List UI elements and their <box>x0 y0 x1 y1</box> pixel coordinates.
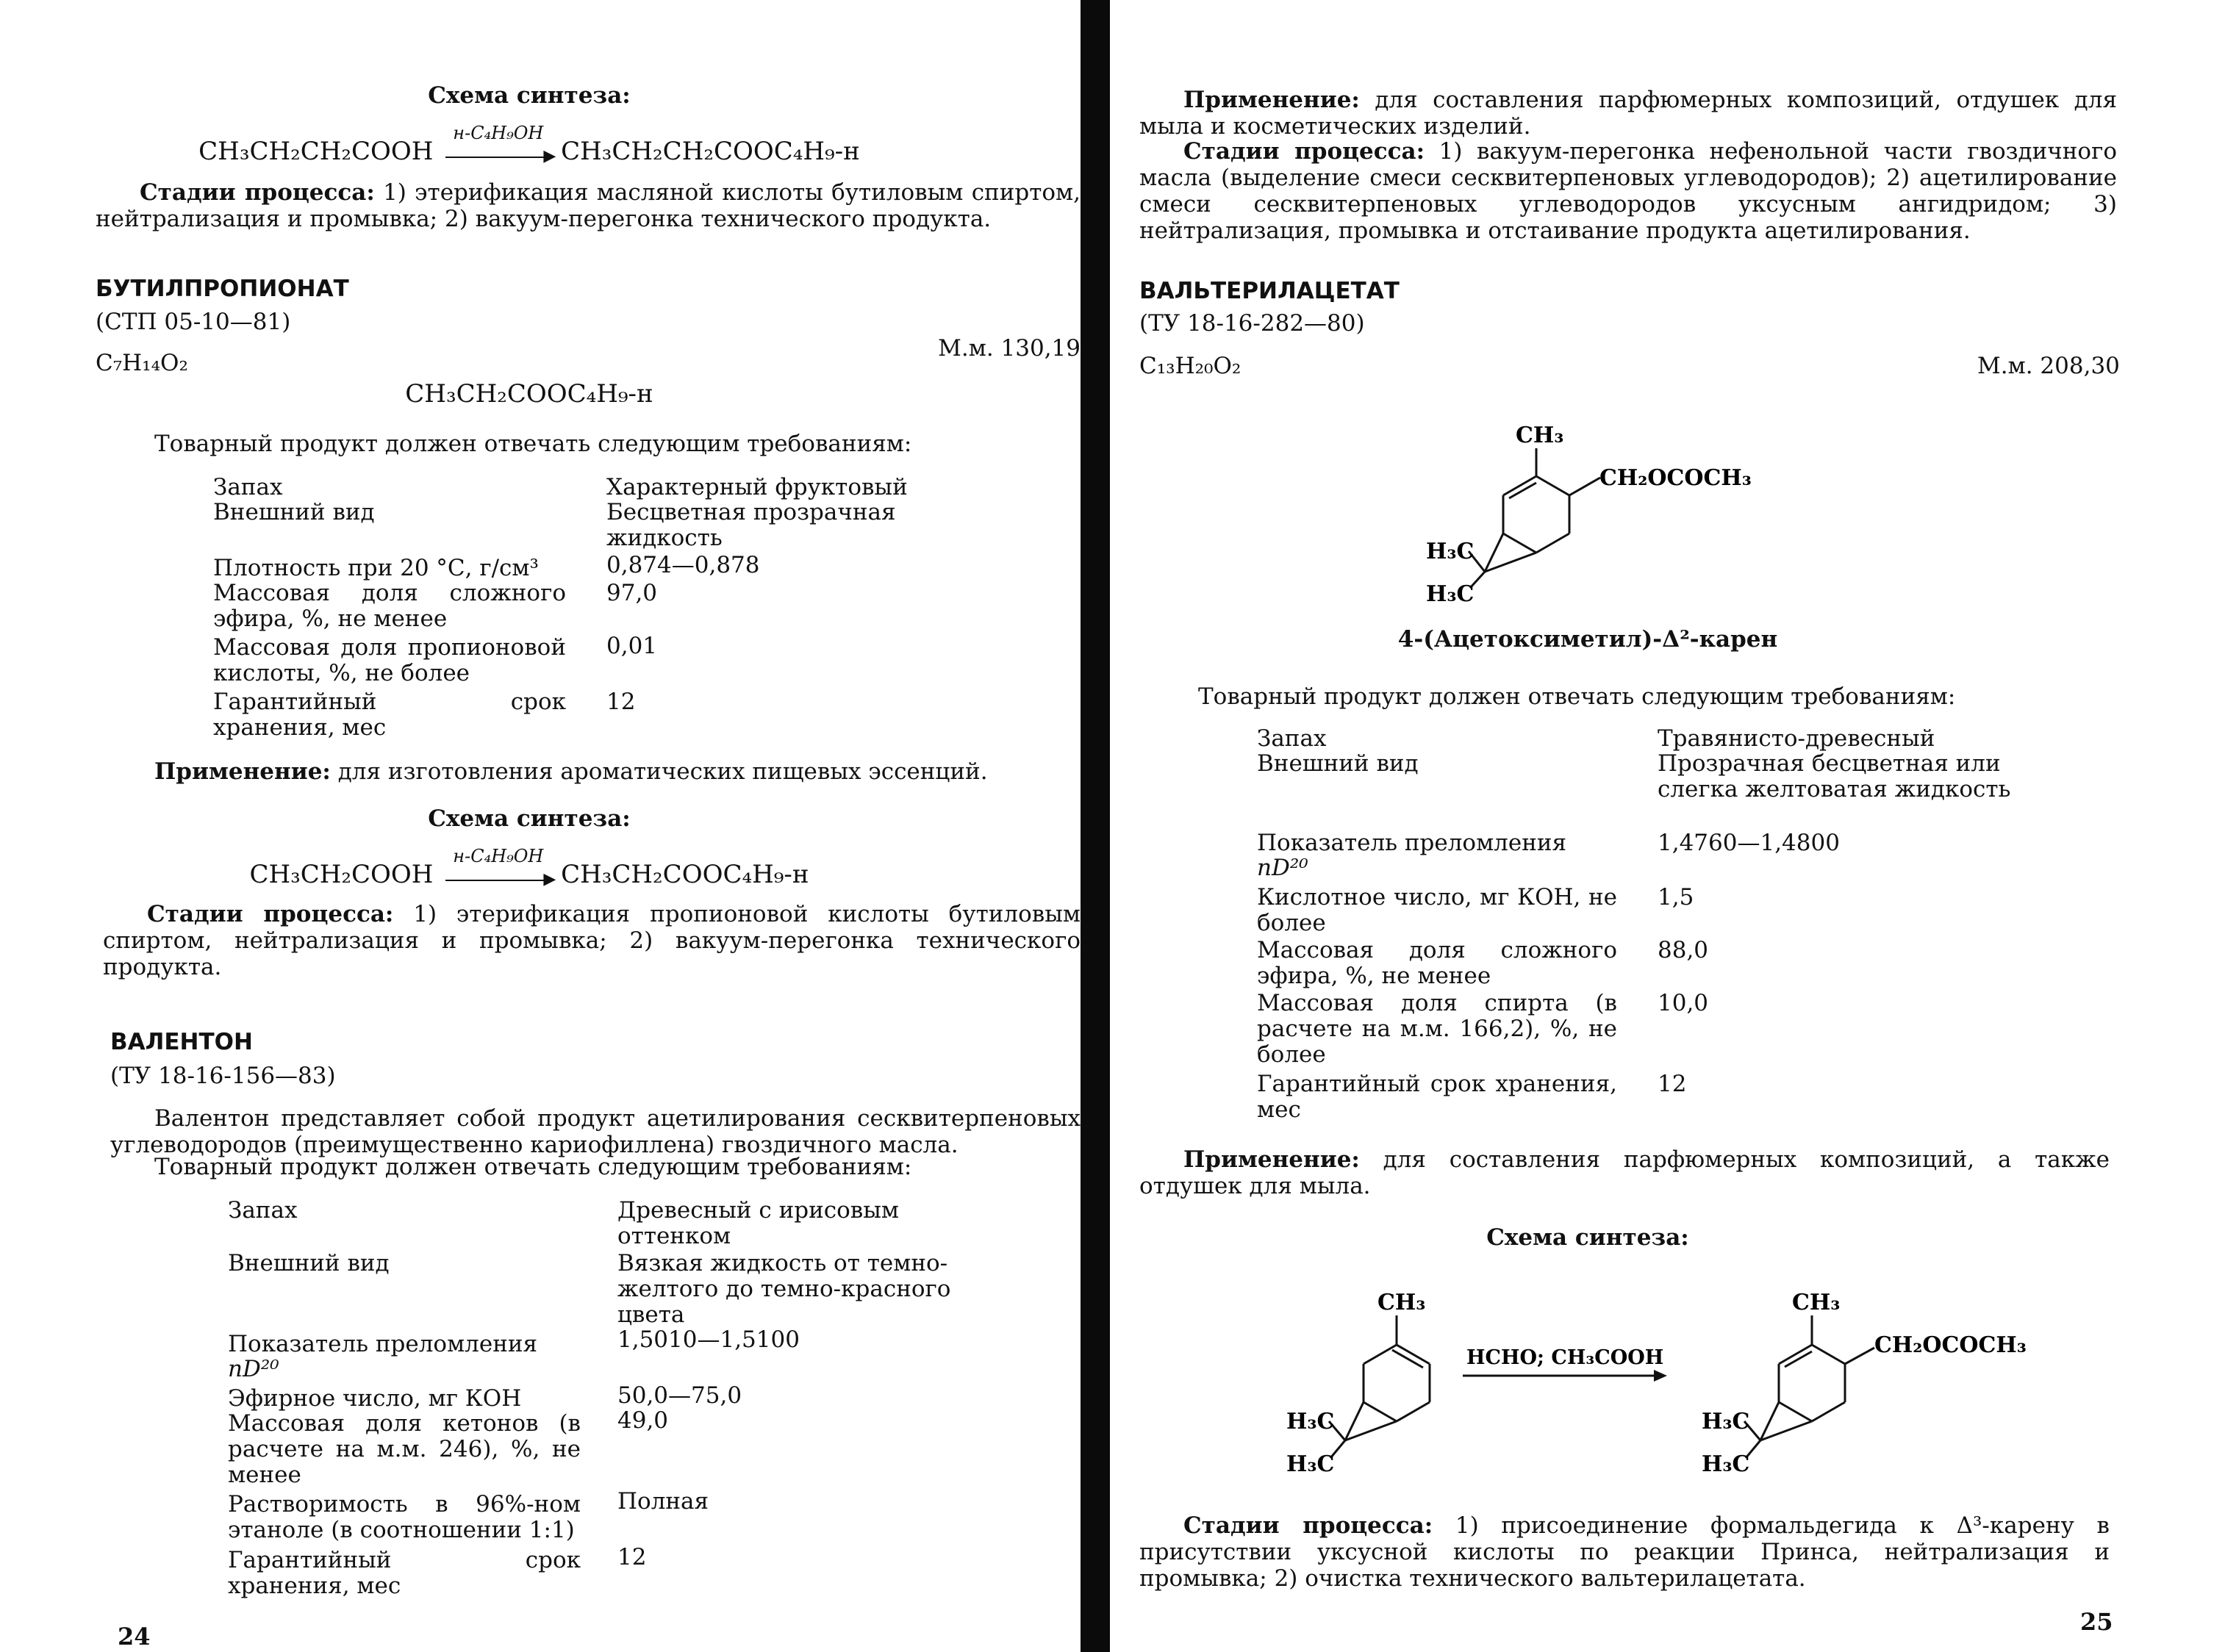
property-value: Древесный с ирисовым оттенком <box>617 1197 900 1249</box>
methyl-label: CH₃ <box>1377 1290 1426 1315</box>
section-title: ВАЛЕНТОН <box>110 1029 253 1055</box>
property-name: Показатель преломления <box>1257 830 1567 856</box>
stages-label: Стадии процесса: <box>1183 1512 1433 1539</box>
reactant-bonds <box>1329 1315 1430 1458</box>
property-value: 50,0—75,0 <box>617 1382 742 1409</box>
stages-text: 1) этерификация масляной кислоты бутиловым спиртом, нейтрализация и промывка; 2) вакуум-перегонка технического продукта. <box>96 179 1081 232</box>
gem-methyl-label: H₃C <box>1286 1409 1335 1434</box>
property-name: Гарантийный срок хранения, мес <box>213 689 566 741</box>
process-stages <box>1139 138 2117 244</box>
stages-label: Стадии процесса: <box>1183 138 1425 165</box>
synthesis-scheme <box>1242 1279 2124 1492</box>
carene-acetate-structure <box>1426 412 1838 617</box>
book-spine <box>1081 0 1110 1652</box>
property-name: Внешний вид <box>213 499 375 525</box>
reagent: н-C₄H₉OH <box>453 846 544 866</box>
molecular-mass: М.м. 208,30 <box>1977 353 2120 379</box>
property-value: Прозрачная бесцветная или слегка желтоватая жидкость <box>1658 750 2011 802</box>
application-label: Применение: <box>154 758 331 785</box>
description: Валентон представляет собой продукт ацетилирования сесквитерпеновых углеводородов (преимущественно кариофиллена) гвоздичного масла. <box>110 1105 1081 1158</box>
scheme-title: Схема синтеза: <box>428 805 631 832</box>
standard-code: (ТУ 18-16-156—83) <box>110 1063 336 1089</box>
process-stages <box>1139 1512 2110 1592</box>
property-value: 12 <box>606 689 636 715</box>
property-value: Травянисто-древесный <box>1658 725 1935 752</box>
compound-name: 4-(Ацетоксиметил)-Δ²-карен <box>1397 626 1778 653</box>
gem-methyl-label: H₃C <box>1286 1451 1335 1477</box>
property-value: 12 <box>1658 1071 1687 1097</box>
standard-code: (СТП 05-10—81) <box>96 309 291 335</box>
substituent-label: CH₂OCOCH₃ <box>1599 465 1752 491</box>
application-label: Применение: <box>1183 1146 1360 1173</box>
scheme-title: Схема синтеза: <box>1486 1224 1689 1251</box>
property-value: 49,0 <box>617 1407 669 1434</box>
process-stages <box>103 901 1081 980</box>
property-value: Вязкая жидкость от темно-желтого до темно-красного цвета <box>617 1250 951 1328</box>
application-label: Применение: <box>1183 87 1360 113</box>
application <box>1139 87 2117 140</box>
property-name: Кислотное число, мг КОН, не более <box>1257 884 1617 936</box>
gem-methyl-label: H₃C <box>1702 1409 1750 1434</box>
section-title: БУТИЛПРОПИОНАТ <box>96 276 349 302</box>
property-value: 12 <box>617 1544 647 1570</box>
stages-text: 1) присоединение формальдегида к Δ³-карену в присутствии уксусной кислоты по реакции Принса, нейтрализация и промывка; 2) очистка технического вальтерилацетата. <box>1139 1512 2110 1592</box>
substituent-label: CH₂OCOCH₃ <box>1874 1332 2027 1358</box>
standard-code: (ТУ 18-16-282—80) <box>1139 310 1365 337</box>
property-value: 0,874—0,878 <box>606 552 760 578</box>
page-number: 24 <box>118 1623 151 1651</box>
property-name: Запах <box>213 474 283 500</box>
process-stages <box>96 179 1081 232</box>
requirements-intro: Товарный продукт должен отвечать следующим требованиям: <box>154 431 912 457</box>
property-value: Бесцветная прозрачная жидкость <box>606 499 896 551</box>
molecular-mass: М.м. 130,19 <box>938 335 1081 362</box>
requirements-intro: Товарный продукт должен отвечать следующим требованиям: <box>1198 683 1956 710</box>
stages-text: 1) вакуум-перегонка нефенольной части гвоздичного масла (выделение смеси сесквитерпеновых углеводородов); 2) ацетилирование смеси сесквитерпеновых углеводородов уксусным ангидридом; 3) нейтрализация, промывка и отстаивание продукта ацетилирования. <box>1139 138 2118 244</box>
property-name: Запах <box>228 1197 298 1224</box>
application-text: для составления парфюмерных композиций, а также отдушек для мыла. <box>1139 1146 2110 1199</box>
ring-bonds <box>1469 448 1600 588</box>
property-name: Плотность при 20 °С, г/см³ <box>213 555 539 581</box>
property-name: Внешний вид <box>1257 750 1419 777</box>
application <box>1139 1146 2110 1199</box>
molecular-formula: C₇H₁₄O₂ <box>96 350 188 376</box>
methyl-label: CH₃ <box>1792 1290 1841 1315</box>
reagent: HCHO; CH₃COOH <box>1466 1346 1664 1369</box>
product: CH₃CH₂CH₂COOC₄H₉-н <box>561 137 860 166</box>
scheme-title: Схема синтеза: <box>428 82 631 109</box>
property-value: 0,01 <box>606 633 658 659</box>
stages-label: Стадии процесса: <box>140 179 375 206</box>
property-name: Показатель преломления <box>228 1331 538 1357</box>
application-text: для составления парфюмерных композиций, отдушек для мыла и косметических изделий. <box>1139 87 2117 140</box>
methyl-label: CH₃ <box>1516 423 1564 448</box>
stages-text: 1) этерификация пропионовой кислоты бутиловым спиртом, нейтрализация и промывка; 2) вакуум-перегонка технического продукта. <box>103 901 1081 980</box>
page-number: 25 <box>2080 1608 2113 1636</box>
property-name: Массовая доля спирта (в расчете на м.м. 166,2), %, не более <box>1257 990 1617 1068</box>
property-name: Массовая доля пропионовой кислоты, %, не более <box>213 634 566 686</box>
reaction-arrowhead <box>1654 1370 1667 1382</box>
left-page <box>0 0 1081 1652</box>
reagent: н-C₄H₉OH <box>453 123 544 143</box>
property-value: Характерный фруктовый <box>606 474 908 500</box>
synthesis-equation <box>96 123 963 166</box>
properties-table <box>1257 725 2073 1123</box>
properties-table <box>213 475 948 747</box>
requirements-intro: Товарный продукт должен отвечать следующим требованиям: <box>154 1154 912 1180</box>
product: CH₃CH₂COOC₄H₉-н <box>561 860 809 889</box>
product-bonds <box>1744 1315 1874 1458</box>
property-value: 1,4760—1,4800 <box>1658 830 1840 856</box>
synthesis-equation <box>96 846 963 889</box>
reaction-arrow: н-C₄H₉OH ▶ <box>445 875 548 877</box>
gem-methyl-label: H₃C <box>1426 581 1475 607</box>
reactant: CH₃CH₂CH₂COOH <box>198 137 434 166</box>
right-page <box>1110 0 2225 1652</box>
property-name: Массовая доля сложного эфира, %, не менее <box>213 580 566 632</box>
property-name: Гарантийный срок хранения, мес <box>1257 1071 1617 1123</box>
property-subscript: nD²⁰ <box>1257 855 1308 881</box>
section-title: ВАЛЬТЕРИЛАЦЕТАТ <box>1139 278 1400 304</box>
gem-methyl-label: H₃C <box>1702 1451 1750 1477</box>
application-text: для изготовления ароматических пищевых эссенций. <box>330 758 988 785</box>
property-value: 97,0 <box>606 580 658 606</box>
reaction-arrow: н-C₄H₉OH ▶ <box>445 152 548 154</box>
property-value: 88,0 <box>1658 937 1709 963</box>
property-name: Гарантийный срок хранения, мес <box>228 1547 581 1599</box>
property-name: Растворимость в 96%-ном этаноле (в соотношении 1:1) <box>228 1491 581 1543</box>
property-name: Запах <box>1257 725 1327 752</box>
property-value: 1,5 <box>1658 884 1694 911</box>
molecular-formula: C₁₃H₂₀O₂ <box>1139 353 1242 379</box>
property-name: Внешний вид <box>228 1250 390 1276</box>
property-name: Эфирное число, мг КОН <box>228 1385 522 1412</box>
stages-label: Стадии процесса: <box>147 901 394 927</box>
property-value: 1,5010—1,5100 <box>617 1326 800 1353</box>
property-name: Массовая доля сложного эфира, %, не менее <box>1257 937 1617 989</box>
property-value: 10,0 <box>1658 990 1709 1016</box>
structure-formula: CH₃CH₂COOC₄H₉-н <box>405 379 653 409</box>
reactant: CH₃CH₂COOH <box>249 860 434 889</box>
properties-table <box>228 1198 978 1609</box>
property-name: Массовая доля кетонов (в расчете на м.м. 246), %, не менее <box>228 1410 581 1488</box>
gem-methyl-label: H₃C <box>1426 539 1475 564</box>
property-subscript: nD²⁰ <box>228 1356 279 1382</box>
property-value: Полная <box>617 1488 709 1515</box>
application <box>110 758 1051 785</box>
